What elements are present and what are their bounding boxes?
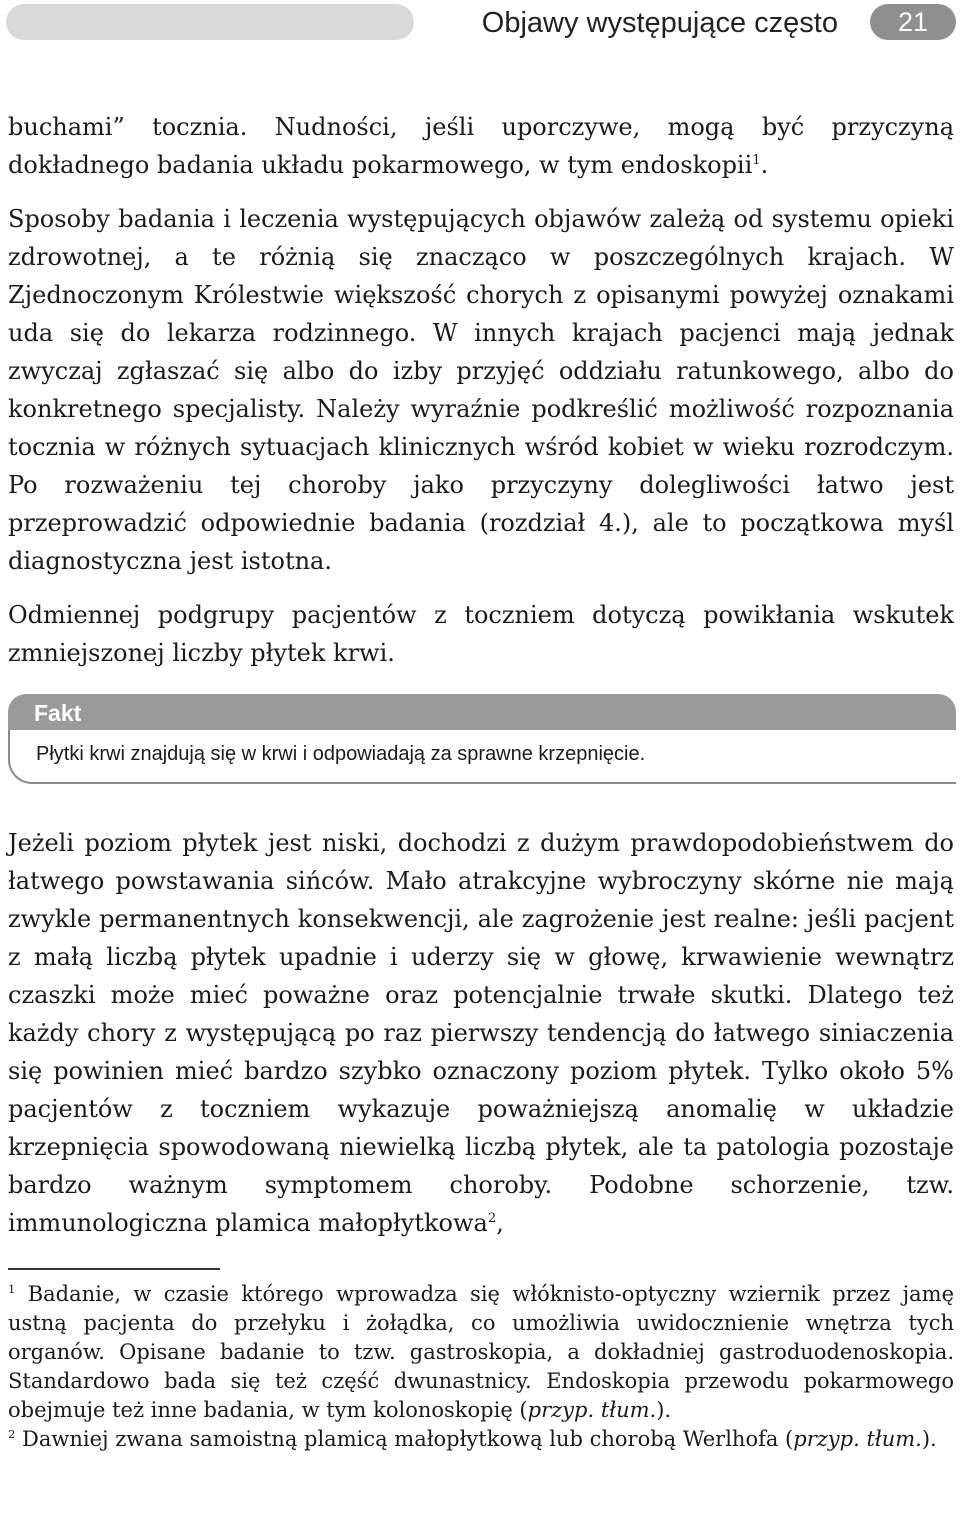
running-header [6, 2, 956, 42]
footnote-1 [8, 1280, 954, 1425]
main-text [8, 108, 954, 1454]
paragraph-2: Sposoby badania i leczenia występujących objawów zależą od systemu opieki zdrowotnej, a te różnią się znacząco w poszczególnych krajach. W Zjednoczonym Królestwie większość chorych z opisanymi powyżej oznakami uda się do lekarza rodzinnego. W innych krajach pacjenci mają jednak zwyczaj zgłaszać się albo do izby przyjęć oddziału ratunkowego, albo do konkretnego specjalisty. Należy wyraźnie podkreślić możliwość rozpoznania tocznia w różnych sytuacjach klinicznych wśród kobiet w wieku rozrodczym. Po rozważeniu tej choroby jako przyczyny dolegliwości łatwo jest przeprowadzić odpowiednie badania (rozdział 4.), ale to początkowa myśl diagnostyczna jest istotna. [8, 205, 954, 575]
footnote-2 [8, 1425, 954, 1454]
paragraph-4-text: Jeżeli poziom płytek jest niski, dochodzi z dużym prawdopodobieństwem do łatwego powstawania sińców. Mało atrakcyjne wybroczyny skórne nie mają zwykle permanentnych konsekwencji, ale zagrożenie jest realne: jeśli pacjent z małą liczbą płytek upadnie i uderzy się w głowę, krwawienie wewnątrz czaszki może mieć poważne oraz potencjalnie trwałe skutki. Dlatego też każdy chory z występującą po raz pierwszy tendencją do łatwego siniaczenia się powinien mieć bardzo szybko oznaczony poziom płytek. Tylko około 5% pacjentów z toczniem wykazuje poważniejszą anomalię w układzie krzepnięcia spowodowaną niewielką liczbą płytek, ale ta patologia pozostaje bardzo ważnym symptomem choroby. Podobne schorzenie, tzw. immunologiczna plamica małopłytkowa [8, 829, 954, 1237]
paragraph-3: Odmiennej podgrupy pacjentów z toczniem dotyczą powikłania wskutek zmniejszonej liczby płytek krwi. [8, 601, 954, 667]
paragraph-1-text: buchami” tocznia. Nudności, jeśli uporczywe, mogą być przyczyną dokładnego badania układu pokarmowego, w tym endoskopii [8, 113, 954, 179]
footnote-1-note: przyp. tłum. [527, 1398, 657, 1422]
fact-box-text: Płytki krwi znajdują się w krwi i odpowiadają za sprawne krzepnięcie. [8, 730, 956, 784]
chapter-title: Objawy występujące często [481, 7, 838, 39]
footnote-1-text: Badanie, w czasie którego wprowadza się włóknisto-optyczny wziernik przez jamę ustną pacjenta do przełyku i żołądka, co umożliwia uwidocznienie wnętrza tych organów. Opisane badanie to tzw. gastroskopia, a dokładniej gastroduodenoskopia. Standardowo bada się też część dwunastnicy. Endoskopia przewodu pokarmowego obejmuje też inne badania, w tym kolonoskopię ( [8, 1282, 954, 1422]
footnote-ref-1[interactable]: 1 [752, 153, 761, 168]
paragraph-1 [8, 108, 954, 184]
footnote-1-tail: ). [656, 1398, 672, 1422]
fact-box [8, 694, 956, 784]
header-decor-bar [6, 4, 414, 40]
footnote-mark-2: 2 [8, 1427, 16, 1441]
footnote-2-note: przyp. tłum. [793, 1427, 922, 1451]
paragraph-4 [8, 824, 954, 1242]
page-number-badge: 21 [870, 4, 956, 40]
footnote-2-text: Dawniej zwana samoistną plamicą małopłytkową lub chorobą Werlhofa ( [22, 1427, 794, 1451]
footnote-separator [8, 1268, 220, 1270]
footnote-2-tail: ). [921, 1427, 937, 1451]
paragraph-1-tail: . [760, 151, 769, 179]
footnote-ref-2[interactable]: 2 [487, 1211, 497, 1226]
footnote-mark-1: 1 [8, 1282, 16, 1296]
fact-box-heading: Fakt [8, 694, 956, 730]
paragraph-4-tail: , [496, 1209, 504, 1237]
